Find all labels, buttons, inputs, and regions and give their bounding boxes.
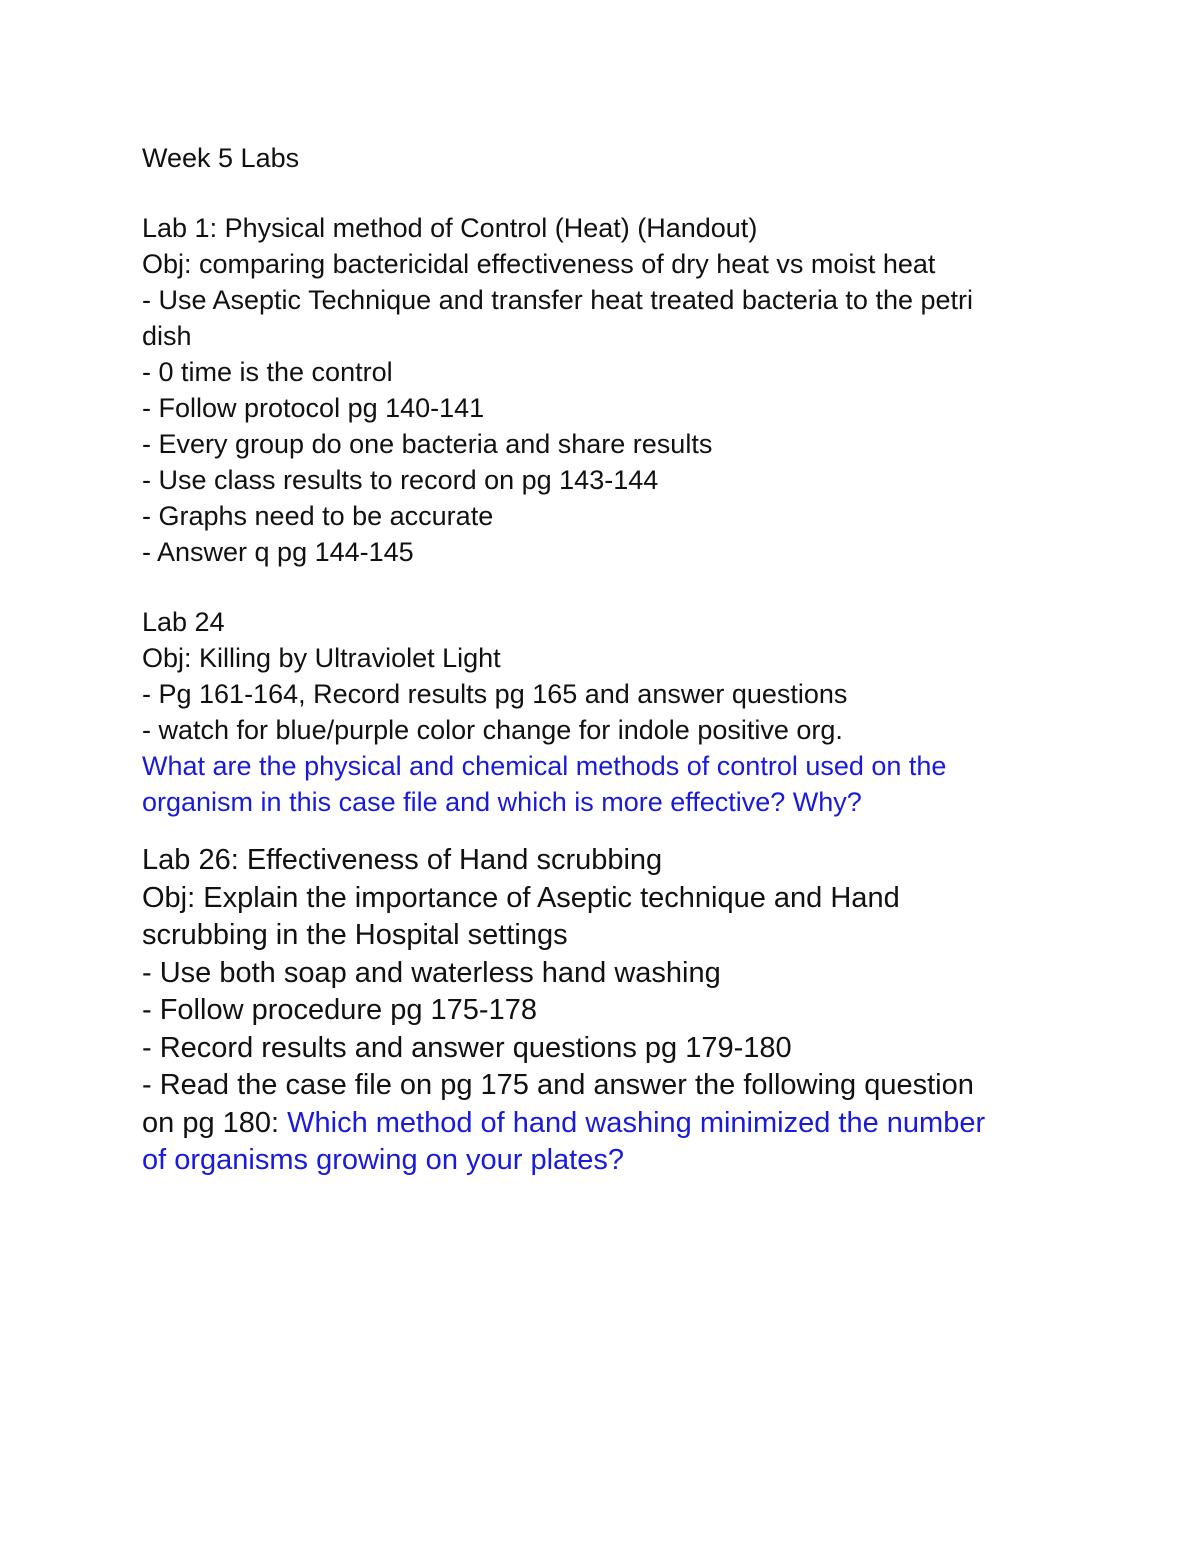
lab24-heading: Lab 24	[142, 607, 225, 637]
document-page	[142, 140, 1102, 1180]
lab1-bullet: - Graphs need to be accurate	[142, 501, 494, 531]
lab26-bullet: - Record results and answer questions pg 179-180	[142, 1031, 792, 1064]
lab24-objective: Obj: Killing by Ultraviolet Light	[142, 643, 501, 673]
lab26-bullet: - Read the case file on pg 175 and answer the following question	[142, 1069, 974, 1101]
lab1-heading: Lab 1: Physical method of Control (Heat) (Handout)	[142, 213, 758, 243]
lab1-objective: Obj: comparing bactericidal effectiveness of dry heat vs moist heat	[142, 249, 936, 279]
lab26-bullet: - Use both soap and waterless hand washing	[142, 956, 721, 989]
lab24-bullet: - watch for blue/purple color change for indole positive org.	[142, 715, 843, 745]
lab26-heading: Lab 26: Effectiveness of Hand scrubbing	[142, 844, 663, 876]
lab26-bullet: - Follow procedure pg 175-178	[142, 994, 537, 1026]
document-title: Week 5 Labs	[142, 143, 300, 173]
lab26-section	[142, 842, 1102, 1180]
lab26-final-line	[142, 1105, 1102, 1143]
lab24-bullet: - Pg 161-164, Record results pg 165 and answer questions	[142, 679, 848, 709]
lab1-bullet: - Answer q pg 144-145	[142, 537, 414, 567]
lab26-final-question: Which method of hand washing minimized the number	[287, 1106, 986, 1139]
lab24-question: What are the physical and chemical methods of control used on the	[142, 751, 947, 781]
lab26-objective: scrubbing in the Hospital settings	[142, 919, 568, 951]
lab1-bullet: dish	[142, 321, 192, 351]
lab1-bullet: - 0 time is the control	[142, 357, 393, 387]
lab1-bullet: - Follow protocol pg 140-141	[142, 393, 485, 423]
lab26-final-question-cont: of organisms growing on your plates?	[142, 1144, 624, 1176]
lab26-objective: Obj: Explain the importance of Aseptic technique and Hand	[142, 881, 900, 914]
lab1-bullet: - Use Aseptic Technique and transfer heat treated bacteria to the petri	[142, 285, 974, 315]
lab1-bullet: - Every group do one bacteria and share results	[142, 429, 713, 459]
lab24-question: organism in this case file and which is more effective? Why?	[142, 787, 862, 817]
lab1-section	[142, 210, 1102, 570]
lab1-bullet: - Use class results to record on pg 143-144	[142, 465, 659, 495]
lab26-final-prefix: on pg 180:	[142, 1106, 288, 1139]
lab24-section	[142, 604, 1102, 820]
